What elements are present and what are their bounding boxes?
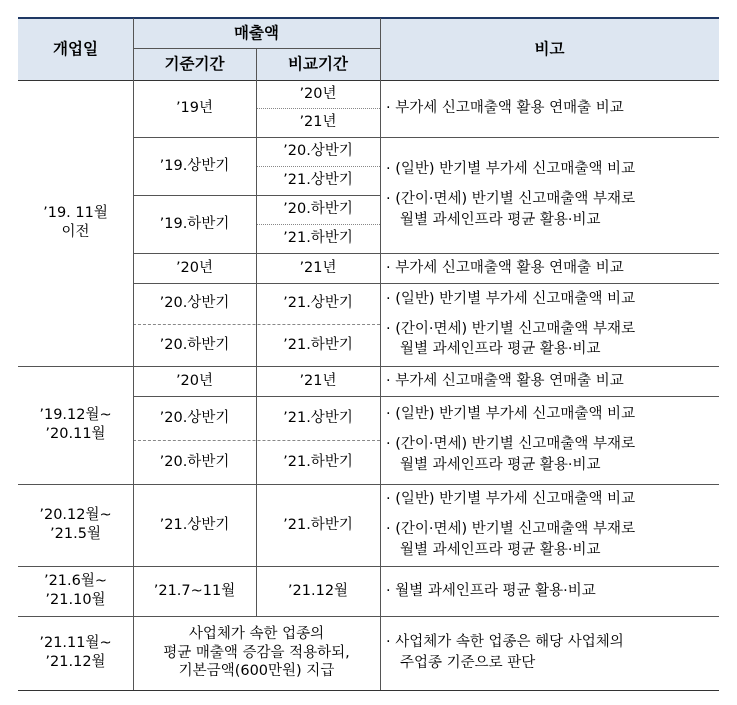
remarks-text: · (간이·면세) 반기별 신고매출액 부재로 <box>386 436 636 453</box>
row-divider <box>133 283 719 284</box>
remarks-text: 월별 과세인프라 평균 활용·비교 <box>400 341 601 358</box>
base-period-value: ’21.7~11월 <box>153 582 236 599</box>
base-period-cell <box>133 283 256 324</box>
base-period-value: ’20.상반기 <box>159 409 230 426</box>
header-compare-period <box>256 48 380 80</box>
open-date-cell <box>18 80 133 366</box>
compare-period-cell <box>256 108 380 137</box>
remarks-text: · 부가세 신고매출액 활용 연매출 비교 <box>386 100 624 117</box>
merged-period-line: 평균 매출액 증감을 적용하되, <box>163 644 350 661</box>
remarks-text: · (간이·면세) 반기별 신고매출액 부재로 <box>386 320 636 337</box>
remarks-text: · (일반) 반기별 부가세 신고매출액 비교 <box>386 491 636 508</box>
section-divider <box>18 566 719 567</box>
base-period-cell <box>133 366 256 396</box>
base-period-cell <box>133 253 256 283</box>
compare-period-cell <box>256 396 380 440</box>
remarks-text: 월별 과세인프라 평균 활용·비교 <box>400 541 601 558</box>
compare-period-value: ’21.하반기 <box>283 336 353 353</box>
remarks-text: 주업종 기준으로 판단 <box>400 655 536 671</box>
remarks-cell <box>380 283 719 366</box>
table-bottom-border <box>18 690 719 691</box>
column-divider <box>380 18 381 690</box>
compare-period-value: ’21.하반기 <box>283 516 353 533</box>
compare-period-cell <box>256 484 380 566</box>
remarks-cell <box>380 566 719 616</box>
header-base-period <box>133 48 256 80</box>
merged-period-cell <box>133 616 380 690</box>
compare-period-cell <box>256 324 380 366</box>
row-divider <box>133 137 719 138</box>
compare-period-cell <box>256 195 380 224</box>
row-divider <box>256 108 380 109</box>
open-date-line: 이전 <box>61 224 90 240</box>
base-period-cell <box>133 324 256 366</box>
open-date-line: ’21.6월~ <box>43 573 108 590</box>
header-sales-label: 매출액 <box>234 23 279 42</box>
column-divider <box>133 18 134 690</box>
base-period-cell <box>133 566 256 616</box>
table-top-border <box>18 17 719 19</box>
row-divider <box>133 253 719 254</box>
row-divider <box>133 396 719 397</box>
compare-period-value: ’21.12월 <box>287 582 349 599</box>
remarks-text: · 부가세 신고매출액 활용 연매출 비교 <box>386 372 624 389</box>
header-open-date-label: 개업일 <box>53 39 98 58</box>
compare-period-cell <box>256 80 380 108</box>
open-date-cell <box>18 366 133 484</box>
remarks-text: 월별 과세인프라 평균 활용·비교 <box>400 456 601 473</box>
section-divider <box>18 616 719 617</box>
row-divider <box>256 224 380 225</box>
remarks-cell <box>380 484 719 566</box>
compare-period-value: ’21.상반기 <box>283 295 353 312</box>
base-period-cell <box>133 80 256 137</box>
compare-period-value: ’21년 <box>299 372 337 389</box>
open-date-line: ’21.10월 <box>45 592 106 608</box>
compare-period-value: ’21.하반기 <box>283 453 353 470</box>
open-date-line: ’19.12월~ <box>39 407 112 424</box>
merged-period-line: 사업체가 속한 업종의 <box>188 625 325 642</box>
remarks-text: · (간이·면세) 반기별 신고매출액 부재로 <box>386 521 636 538</box>
open-date-line: ’19. 11월 <box>43 205 108 222</box>
remarks-cell <box>380 396 719 484</box>
base-period-value: ’19.상반기 <box>159 157 230 174</box>
base-period-cell <box>133 137 256 195</box>
compare-period-cell <box>256 366 380 396</box>
open-date-line: ’21.12월 <box>45 654 106 670</box>
base-period-value: ’19년 <box>175 100 214 117</box>
remarks-text: · 사업체가 속한 업종은 해당 사업체의 <box>386 634 624 651</box>
base-period-cell <box>133 440 256 484</box>
base-period-value: ’20년 <box>175 259 214 276</box>
header-sales <box>133 18 380 48</box>
compare-period-cell <box>256 283 380 324</box>
open-date-cell <box>18 566 133 616</box>
remarks-text: · (일반) 반기별 부가세 신고매출액 비교 <box>386 406 636 423</box>
base-period-value: ’19.하반기 <box>159 215 230 232</box>
remarks-cell <box>380 137 719 253</box>
header-base-period-label: 기준기간 <box>164 54 225 73</box>
header-open-date <box>18 18 133 80</box>
open-date-cell <box>18 616 133 690</box>
remarks-text: · 월별 과세인프라 평균 활용·비교 <box>386 582 596 599</box>
header-remarks <box>380 18 719 80</box>
compare-period-cell <box>256 253 380 283</box>
compare-period-cell <box>256 440 380 484</box>
compare-period-cell <box>256 137 380 166</box>
base-period-cell <box>133 484 256 566</box>
column-divider <box>256 48 257 616</box>
base-period-value: ’21.상반기 <box>159 516 230 533</box>
remarks-text: · 부가세 신고매출액 활용 연매출 비교 <box>386 259 624 276</box>
remarks-text: · (일반) 반기별 부가세 신고매출액 비교 <box>386 161 636 178</box>
remarks-cell <box>380 80 719 137</box>
remarks-text: · (간이·면세) 반기별 신고매출액 부재로 <box>386 191 636 208</box>
open-date-cell <box>18 484 133 566</box>
base-period-cell <box>133 396 256 440</box>
open-date-line: ’20.11월 <box>45 426 106 442</box>
compare-period-value: ’20.상반기 <box>283 143 353 160</box>
compare-period-cell <box>256 224 380 253</box>
base-period-value: ’20.하반기 <box>159 336 230 353</box>
base-period-value: ’20.하반기 <box>159 453 230 470</box>
section-divider <box>18 366 719 367</box>
base-period-value: ’20년 <box>175 372 214 389</box>
base-period-value: ’20.상반기 <box>159 295 230 312</box>
header-bottom-border <box>18 80 719 81</box>
header-compare-period-label: 비교기간 <box>288 54 348 73</box>
remarks-cell <box>380 366 719 396</box>
compare-period-value: ’21.하반기 <box>283 230 353 247</box>
remarks-text: · (일반) 반기별 부가세 신고매출액 비교 <box>386 290 636 307</box>
base-period-cell <box>133 195 256 253</box>
compare-period-cell <box>256 166 380 195</box>
compare-period-value: ’21년 <box>299 114 337 131</box>
compare-period-value: ’21.상반기 <box>283 172 353 189</box>
remarks-cell <box>380 253 719 283</box>
compare-period-value: ’20.하반기 <box>283 201 353 218</box>
remarks-cell <box>380 616 719 690</box>
merged-period-line: 기본금액(600만원) 지급 <box>178 663 335 680</box>
section-divider <box>18 484 719 485</box>
compare-period-value: ’21년 <box>299 259 337 276</box>
compare-period-cell <box>256 566 380 616</box>
compare-period-value: ’21.상반기 <box>283 409 353 426</box>
open-date-line: ’20.12월~ <box>39 507 112 524</box>
open-date-line: ’21.5월 <box>50 526 101 542</box>
open-date-line: ’21.11월~ <box>39 635 112 652</box>
compare-period-value: ’20년 <box>299 85 337 102</box>
header-remarks-label: 비고 <box>534 39 565 58</box>
remarks-text: 월별 과세인프라 평균 활용·비교 <box>400 211 601 228</box>
row-divider <box>256 166 380 167</box>
